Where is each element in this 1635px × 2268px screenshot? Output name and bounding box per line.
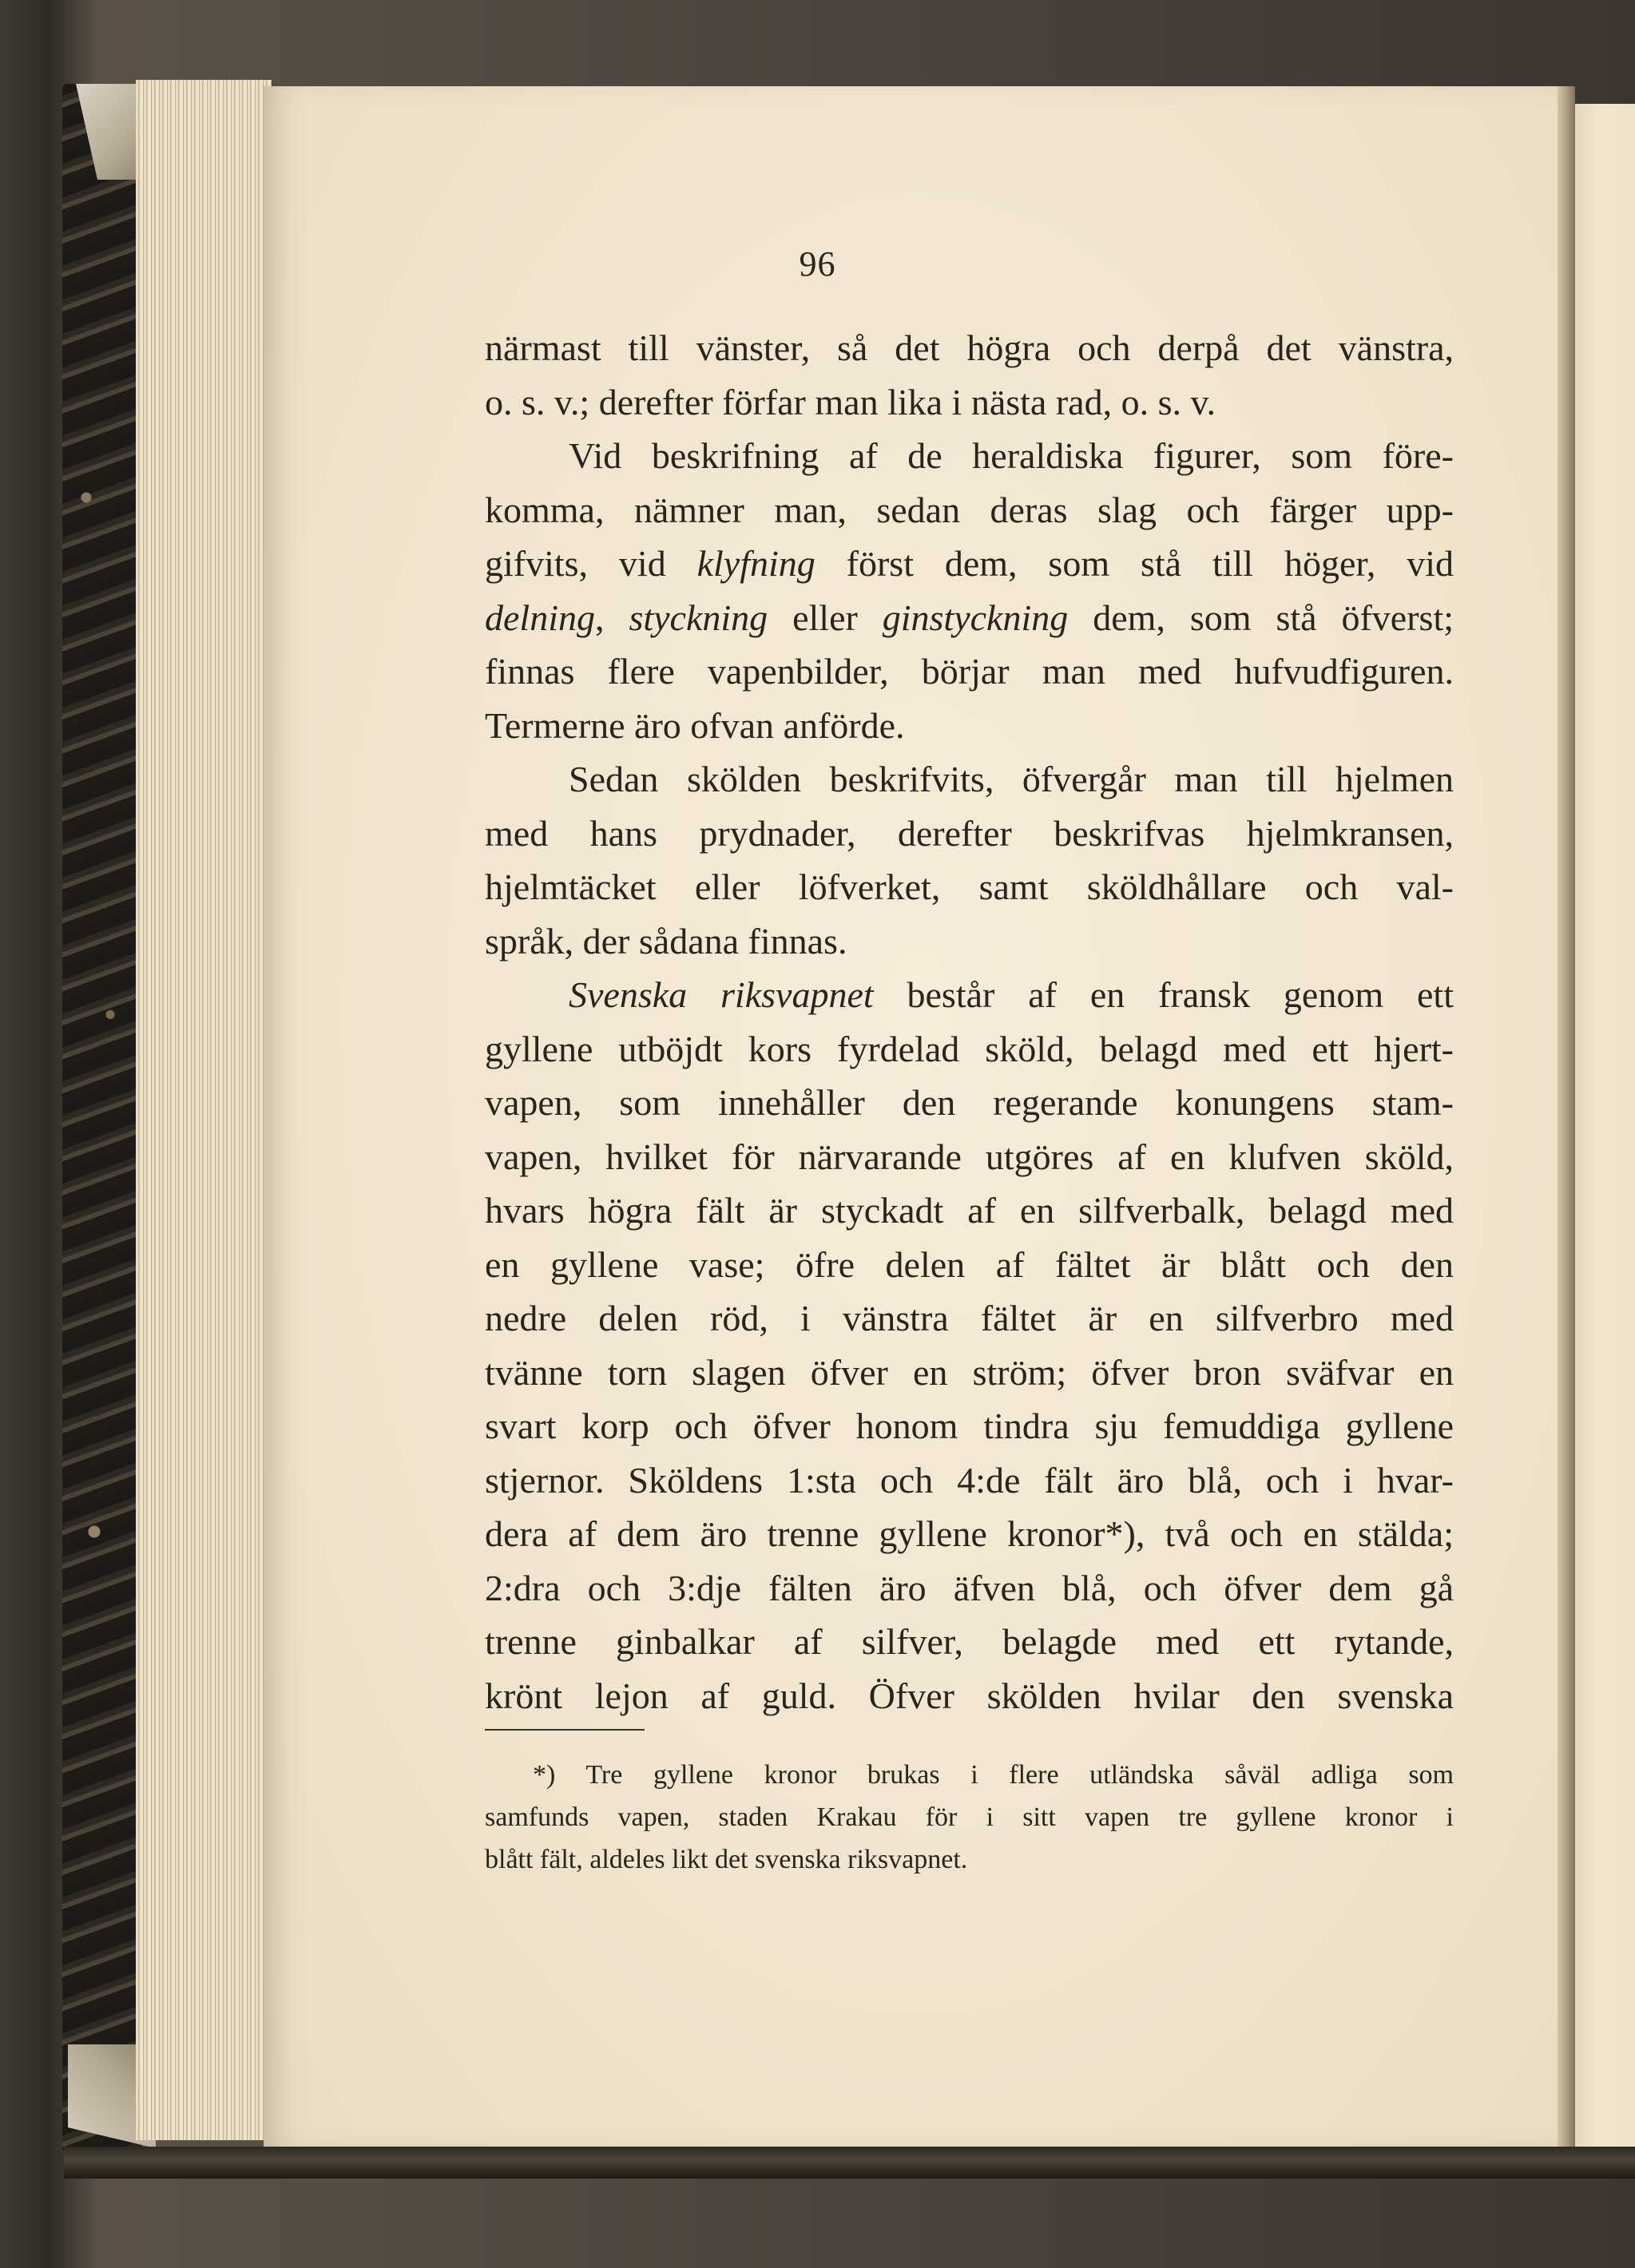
text-line: Termerne äro ofvan anförde. [485,704,905,746]
text-line: gyllene utböjdt kors fyrdelad sköld, belagd med ett hjert- [485,1028,1454,1069]
book-bottom-edge [64,2147,1635,2179]
text-line: en gyllene vase; öfre delen af fältet är blått och den [485,1243,1454,1285]
text-line: dera af dem äro trenne gyllene kronor*), två och en stälda; [485,1513,1454,1554]
text-line: trenne ginbalkar af silfver, belagde med ett rytande, [485,1621,1454,1662]
text-line: Vid beskrifning af de heraldiska figurer, som före- [569,435,1454,476]
text-line: Sedan skölden beskrifvits, öfvergår man till hjelmen [569,759,1454,799]
text-line: med hans prydnader, derefter beskrifvas hjelmkransen, [485,812,1454,854]
page-edges [136,80,272,2140]
text-line: hjelmtäcket eller löfverket, samt sköldhållare och val- [485,866,1454,907]
facing-page-edge [1575,104,1635,2148]
book-gutter [1558,86,1575,2147]
text-line: tvänne torn slagen öfver en ström; öfver bron sväfvar en [485,1351,1454,1393]
footnote-divider [485,1729,645,1731]
text-line: 2:dra och 3:dje fälten äro äfven blå, och öfver dem gå [485,1567,1454,1608]
text-line: hvars högra fält är styckadt af en silfverbalk, belagd med [485,1190,1454,1231]
text-line: gifvits, vid klyfning först dem, som stå till höger, vid [485,543,1454,584]
footnote [485,1754,1454,1881]
text-line: nedre delen röd, i vänstra fältet är en silfverbro med [485,1298,1454,1338]
page-number: 96 [799,244,836,284]
text-line: språk, der sådana finnas. [485,920,847,962]
text-line: finnas flere vapenbilder, börjar man med hufvudfiguren. [485,651,1454,692]
text-line: Svenska riksvapnet består af en fransk genom ett [569,974,1454,1015]
footnote-line: samfunds vapen, staden Krakau för i sitt vapen tre gyllene kronor i [485,1802,1454,1832]
text-line: vapen, som innehåller den regerande konungens stam- [485,1082,1454,1123]
footnote-line: *) Tre gyllene kronor brukas i flere utländska såväl adliga som [533,1760,1454,1790]
text-line: krönt lejon af guld. Öfver skölden hvilar den svenska [485,1675,1454,1716]
text-line: vapen, hvilket för närvarande utgöres af en klufven sköld, [485,1136,1454,1177]
text-line: o. s. v.; derefter förfar man lika i nästa rad, o. s. v. [485,381,1216,422]
body-text [485,321,1454,1723]
footnote-line: blått fält, aldeles likt det svenska riksvapnet. [485,1845,968,1874]
text-line: stjernor. Sköldens 1:sta och 4:de fält äro blå, och i hvar- [485,1459,1454,1501]
text-line: delning, styckning eller ginstyckning dem, som stå öfverst; [485,597,1454,638]
text-line: komma, nämner man, sedan deras slag och färger upp- [485,489,1454,530]
text-line: svart korp och öfver honom tindra sju femuddiga gyllene [485,1406,1454,1446]
text-line: närmast till vänster, så det högra och derpå det vänstra, [485,327,1454,368]
marbled-book-cover [62,84,142,2152]
